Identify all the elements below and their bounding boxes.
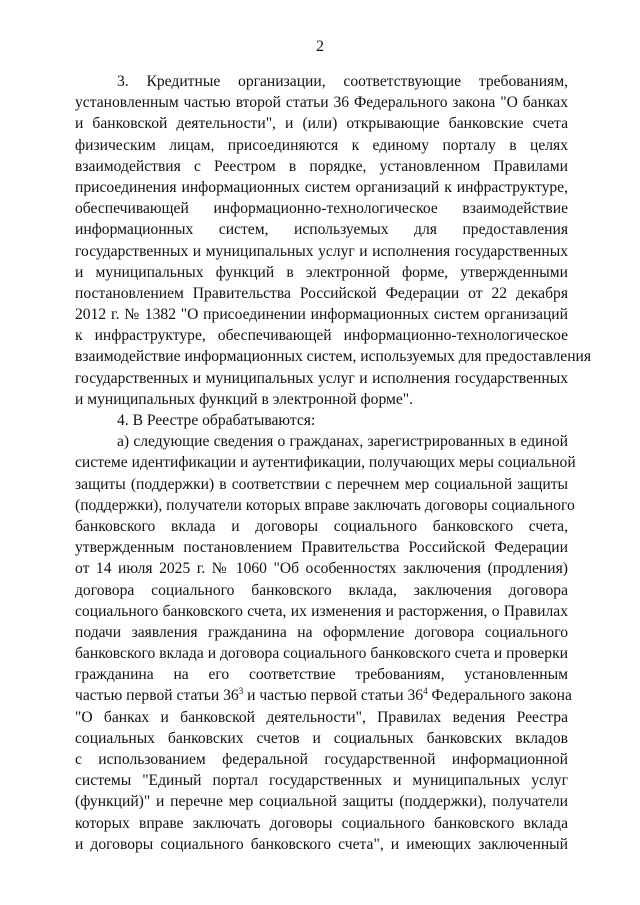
text-line xyxy=(75,728,568,749)
text-line-segment: (функций)" и перечне мер социальной защиты (поддержки), получатели xyxy=(75,793,568,811)
page-number: 2 xyxy=(316,38,324,55)
text-line xyxy=(75,770,568,791)
text-line-segment: и частью первой статьи 36 xyxy=(243,687,424,705)
text-line xyxy=(75,368,568,389)
text-line xyxy=(75,791,568,812)
text-line-segment: и договоры социального банковского счета", и имеющих заключенный xyxy=(75,835,568,853)
text-line-segment: и муниципальных функций в электронной форме, утвержденными xyxy=(75,263,568,281)
text-line-segment: "О банках и банковской деятельности", Правилах ведения Реестра xyxy=(75,708,568,726)
text-line-segment: обеспечивающей информационно-технологическое взаимодействие xyxy=(75,200,568,218)
text-line xyxy=(75,156,568,177)
text-line-segment: Федерального закона xyxy=(427,687,572,705)
text-line-segment: постановлением Правительства Российской Федерации от 22 декабря xyxy=(75,284,568,302)
text-line xyxy=(75,495,575,516)
text-line-segment: банковского вклада и договора социального банковского счета и проверки xyxy=(75,645,568,663)
text-line xyxy=(75,177,568,198)
text-line xyxy=(75,452,576,473)
document-body xyxy=(75,71,592,855)
text-line-segment: социальных банковских счетов и социальных банковских вкладов xyxy=(75,729,568,747)
text-line xyxy=(75,516,568,537)
text-line-segment: гражданина на его соответствие требованиям, установленным xyxy=(75,666,568,684)
text-line xyxy=(75,304,568,325)
text-line xyxy=(75,325,568,346)
text-line xyxy=(75,834,568,855)
text-line xyxy=(75,241,568,262)
text-line xyxy=(75,813,568,834)
text-line-segment: и муниципальных функций в электронной форме". xyxy=(75,390,414,408)
text-line xyxy=(75,92,568,113)
text-line-segment: системы "Единый портал государственных и муниципальных услуг xyxy=(75,772,568,790)
text-line-segment: физическим лицам, присоединяются к единому порталу в целях xyxy=(75,136,568,154)
text-line-segment: государственных и муниципальных услуг и исполнения государственных xyxy=(75,369,568,387)
text-line-segment: 3. Кредитные организации, соответствующие требованиям, xyxy=(117,73,568,90)
text-line-segment: информационных систем, используемых для предоставления xyxy=(75,221,568,239)
text-line-segment: договора социального банковского вклада, заключения договора xyxy=(75,581,568,599)
text-line-segment: (поддержки), получатели которых вправе заключать договоры социального xyxy=(75,496,575,514)
text-line-segment: присоединения информационных систем организаций к инфраструктуре, xyxy=(75,178,568,196)
text-line-segment: государственных и муниципальных услуг и исполнения государственных xyxy=(75,242,568,260)
text-line xyxy=(75,262,568,283)
text-line xyxy=(75,135,568,156)
text-line xyxy=(75,71,568,92)
text-line xyxy=(75,601,568,622)
text-line xyxy=(75,113,568,134)
text-line xyxy=(75,707,568,728)
text-line-segment: и банковской деятельности", и (или) открывающие банковские счета xyxy=(75,115,568,133)
text-line-segment: взаимодействие информационных систем, используемых для предоставления xyxy=(75,348,592,366)
text-line-segment: установленным частью второй статьи 36 Федерального закона "О банках xyxy=(75,94,568,112)
text-line xyxy=(75,346,592,367)
text-line xyxy=(75,283,568,304)
text-line-segment: 4. В Реестре обрабатываются: xyxy=(117,412,316,429)
text-line xyxy=(75,198,568,219)
text-line xyxy=(75,219,568,240)
text-line xyxy=(75,410,568,431)
text-line-segment: социального банковского счета, их изменения и расторжения, о Правилах xyxy=(75,602,568,620)
text-line-segment: к инфраструктуре, обеспечивающей информационно-технологическое xyxy=(75,327,568,345)
text-line xyxy=(75,664,568,685)
text-line-segment: с использованием федеральной государственной информационной xyxy=(75,751,568,768)
text-line xyxy=(75,474,568,495)
text-line xyxy=(75,622,568,643)
superscript: 3 xyxy=(238,686,244,697)
text-line-segment: которых вправе заключать договоры социального банковского вклада xyxy=(75,814,568,832)
text-line-segment: утвержденным постановлением Правительства Российской Федерации xyxy=(75,539,568,557)
text-line xyxy=(75,685,572,706)
text-line xyxy=(75,558,568,579)
text-line-segment: системе идентификации и аутентификации, получающих меры социальной xyxy=(75,454,576,472)
text-line-segment: от 14 июля 2025 г. № 1060 "Об особенностях заключения (продления) xyxy=(75,560,568,578)
text-line xyxy=(75,389,568,410)
text-line xyxy=(75,749,568,770)
text-line-segment: а) следующие сведения о гражданах, зарегистрированных в единой xyxy=(117,433,568,451)
text-line-segment: 2012 г. № 1382 "О присоединении информационных систем организаций xyxy=(75,306,568,324)
text-line xyxy=(75,643,568,664)
text-line xyxy=(75,580,568,601)
text-line-segment: банковского вклада и договоры социального банковского счета, xyxy=(75,517,568,535)
superscript: 4 xyxy=(423,686,428,697)
text-line xyxy=(75,431,568,452)
text-line-segment: взаимодействия с Реестром в порядке, установленном Правилами xyxy=(75,157,568,175)
text-line-segment: защиты (поддержки) в соответствии с перечнем мер социальной защиты xyxy=(75,475,568,493)
text-line xyxy=(75,537,568,558)
text-line-segment: частью первой статьи 36 xyxy=(75,687,239,705)
text-line-segment: подачи заявления гражданина на оформление договора социального xyxy=(75,623,568,641)
